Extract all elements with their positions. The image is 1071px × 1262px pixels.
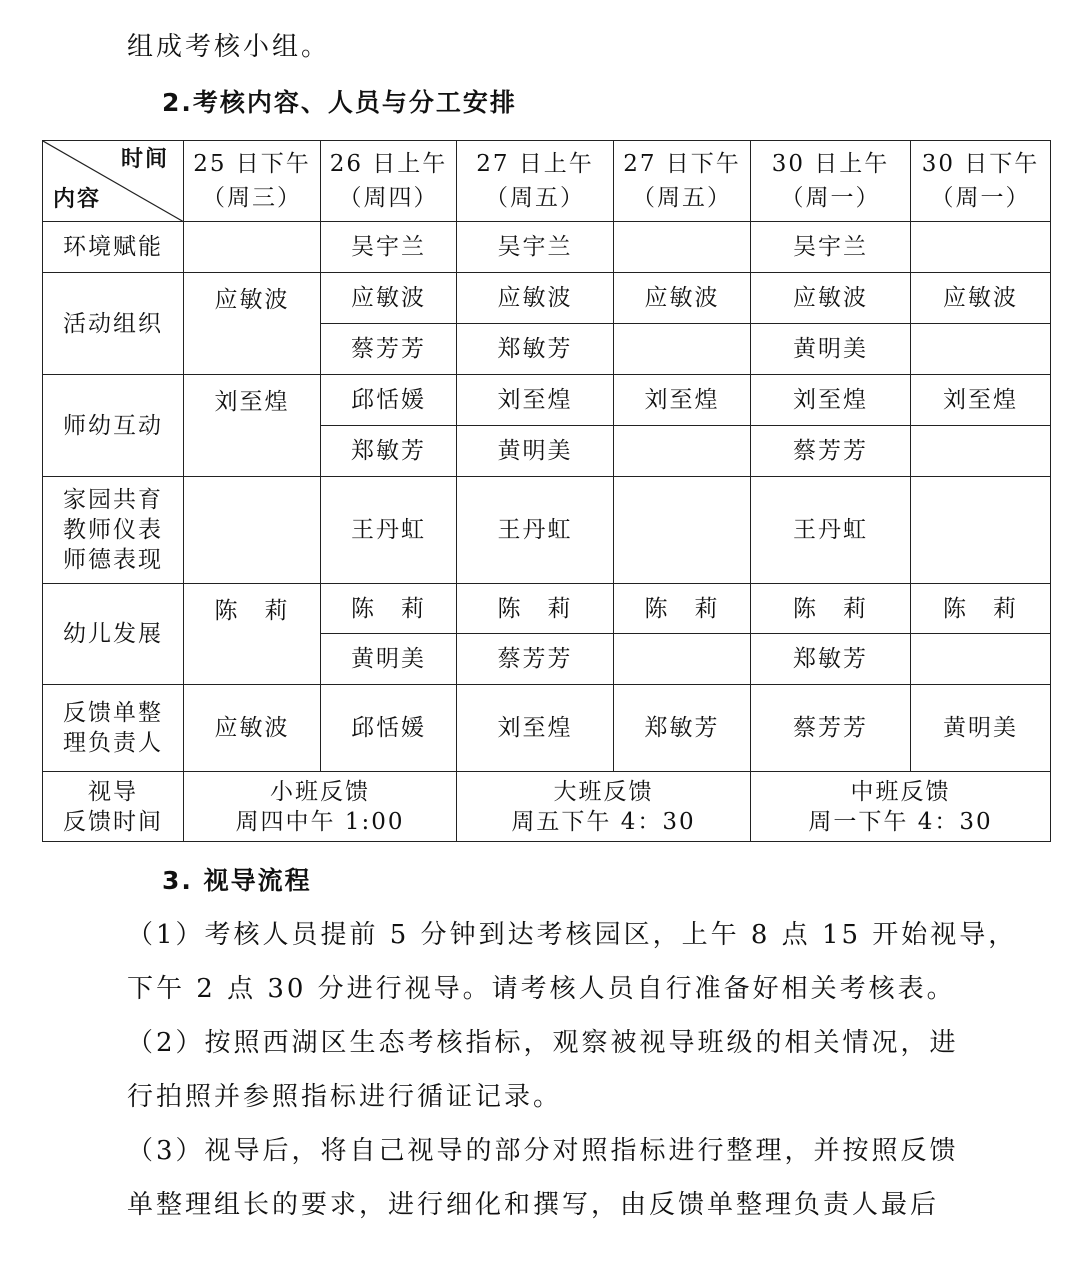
section-3-title: 3. 视导流程 <box>162 866 312 895</box>
row-feedback-time <box>43 772 1051 842</box>
paragraph-line: （3）视导后，将自己视导的部分对照指标进行整理，并按照反馈 <box>127 1136 959 1166</box>
cell: 郑敏芳 <box>614 685 751 772</box>
row-interaction-1 <box>43 375 1051 426</box>
cell: 王丹虹 <box>751 477 911 584</box>
cell: 应敏波 <box>911 273 1051 324</box>
corner-cell <box>43 141 184 222</box>
paragraph-line: （1）考核人员提前 5 分钟到达考核园区，上午 8 点 15 开始视导， <box>127 920 1018 950</box>
cell: 蔡芳芳 <box>751 685 911 772</box>
feedback-group: 小班反馈 周四中午 1:00 <box>184 772 457 842</box>
cell: 陈 莉 <box>457 584 614 634</box>
corner-time-label: 时间 <box>120 147 169 172</box>
cell: 应敏波 <box>457 273 614 324</box>
row-activity-1 <box>43 273 1051 324</box>
cell: 黄明美 <box>751 324 911 375</box>
cell: 陈 莉 <box>911 584 1051 634</box>
header-row <box>43 141 1051 222</box>
row-label: 环境赋能 <box>43 222 184 273</box>
cell: 刘至煌 <box>184 375 321 477</box>
cell: 陈 莉 <box>614 584 751 634</box>
schedule-table <box>42 140 1051 842</box>
cell: 黄明美 <box>321 634 457 685</box>
cell: 邱恬媛 <box>321 375 457 426</box>
cell: 应敏波 <box>614 273 751 324</box>
cell <box>614 222 751 273</box>
cell: 郑敏芳 <box>457 324 614 375</box>
cell: 陈 莉 <box>321 584 457 634</box>
cell <box>614 426 751 477</box>
cell: 陈 莉 <box>184 584 321 685</box>
row-feedback-owner <box>43 685 1051 772</box>
row-label: 视导 反馈时间 <box>43 772 184 842</box>
cell: 郑敏芳 <box>321 426 457 477</box>
cell: 应敏波 <box>184 273 321 375</box>
column-header: 26 日上午 （周四） <box>321 141 457 222</box>
column-header: 27 日上午 （周五） <box>457 141 614 222</box>
column-header: 30 日下午 （周一） <box>911 141 1051 222</box>
column-header: 27 日下午 （周五） <box>614 141 751 222</box>
paragraph-line: 行拍照并参照指标进行循证记录。 <box>127 1082 563 1112</box>
cell: 邱恬媛 <box>321 685 457 772</box>
cell: 蔡芳芳 <box>321 324 457 375</box>
feedback-group: 中班反馈 周一下午 4：30 <box>751 772 1051 842</box>
cell: 陈 莉 <box>751 584 911 634</box>
paragraph-line: （2）按照西湖区生态考核指标，观察被视导班级的相关情况，进 <box>127 1028 959 1058</box>
cell <box>911 634 1051 685</box>
cell: 吴宇兰 <box>457 222 614 273</box>
row-label: 活动组织 <box>43 273 184 375</box>
cell <box>911 426 1051 477</box>
cell <box>614 324 751 375</box>
feedback-group: 大班反馈 周五下午 4：30 <box>457 772 751 842</box>
cell: 应敏波 <box>184 685 321 772</box>
cell <box>911 477 1051 584</box>
section-2-title: 2.考核内容、人员与分工安排 <box>162 88 517 117</box>
cell: 王丹虹 <box>457 477 614 584</box>
cell: 应敏波 <box>751 273 911 324</box>
row-label: 反馈单整 理负责人 <box>43 685 184 772</box>
column-header: 30 日上午 （周一） <box>751 141 911 222</box>
cell: 刘至煌 <box>751 375 911 426</box>
paragraph-line: 下午 2 点 30 分进行视导。请考核人员自行准备好相关考核表。 <box>127 974 956 1004</box>
paragraph-line: 单整理组长的要求，进行细化和撰写，由反馈单整理负责人最后 <box>127 1190 940 1220</box>
cell: 吴宇兰 <box>321 222 457 273</box>
cell: 吴宇兰 <box>751 222 911 273</box>
cell: 刘至煌 <box>911 375 1051 426</box>
intro-line: 组成考核小组。 <box>127 32 331 62</box>
cell: 刘至煌 <box>614 375 751 426</box>
row-label: 家园共育 教师仪表 师德表现 <box>43 477 184 584</box>
cell <box>614 477 751 584</box>
row-environment <box>43 222 1051 273</box>
row-label: 师幼互动 <box>43 375 184 477</box>
cell <box>911 222 1051 273</box>
row-label: 幼儿发展 <box>43 584 184 685</box>
cell <box>184 222 321 273</box>
row-home-school <box>43 477 1051 584</box>
cell: 郑敏芳 <box>751 634 911 685</box>
corner-content-label: 内容 <box>53 187 102 212</box>
cell: 黄明美 <box>457 426 614 477</box>
cell: 刘至煌 <box>457 375 614 426</box>
cell: 王丹虹 <box>321 477 457 584</box>
cell: 刘至煌 <box>457 685 614 772</box>
cell: 应敏波 <box>321 273 457 324</box>
column-header: 25 日下午 （周三） <box>184 141 321 222</box>
row-development-1 <box>43 584 1051 634</box>
cell: 黄明美 <box>911 685 1051 772</box>
cell: 蔡芳芳 <box>751 426 911 477</box>
cell: 蔡芳芳 <box>457 634 614 685</box>
cell <box>614 634 751 685</box>
cell <box>184 477 321 584</box>
cell <box>911 324 1051 375</box>
